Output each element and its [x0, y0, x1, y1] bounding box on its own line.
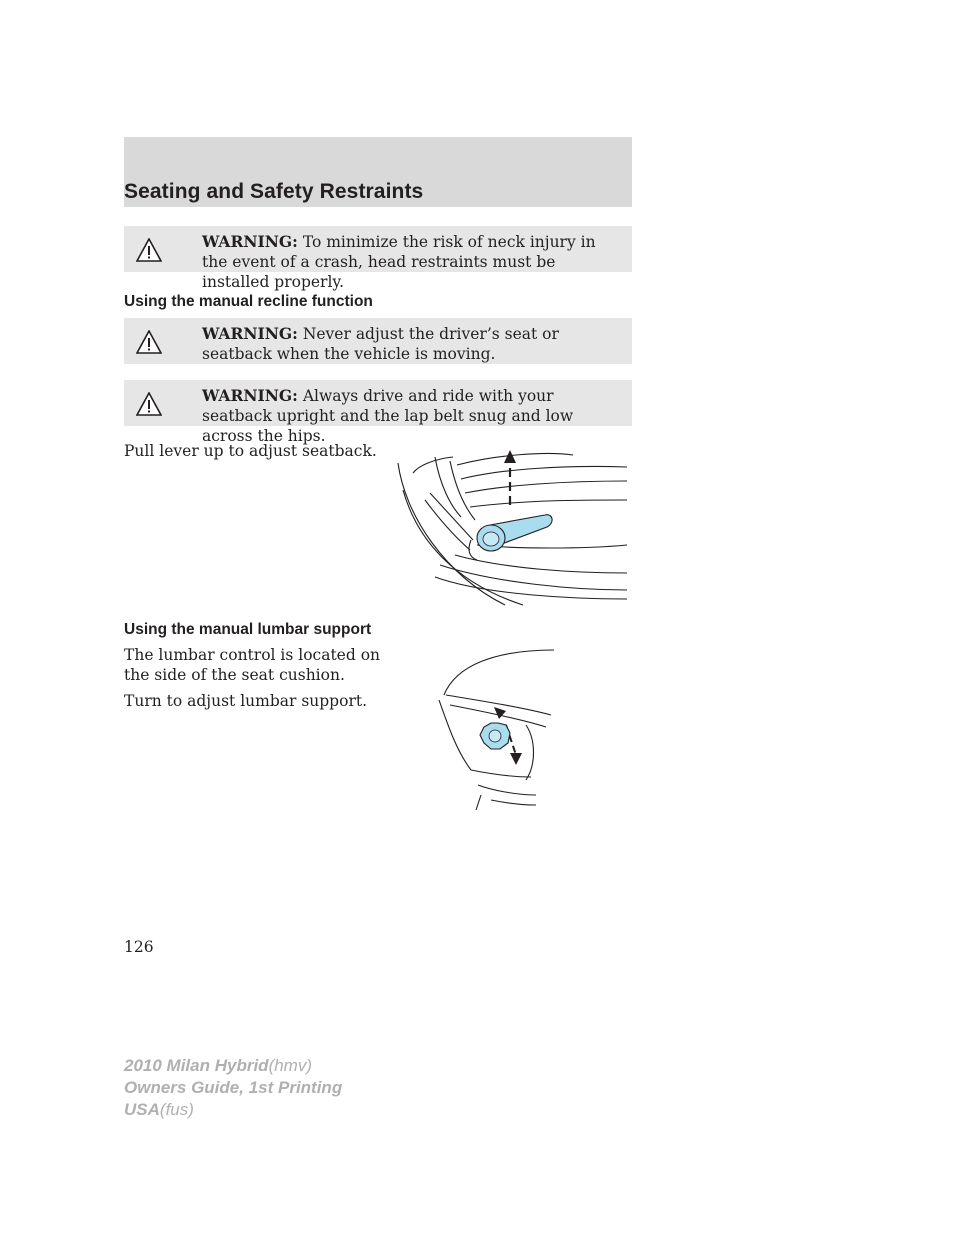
lumbar-instruction: Turn to adjust lumbar support.	[124, 692, 368, 710]
warning-box-3	[124, 380, 632, 445]
footer-market-code: (fus)	[159, 1100, 194, 1119]
warning-text: To minimize the risk of neck injury in the event of a crash, head restraints must be installed properly.	[202, 233, 596, 291]
footer	[124, 1055, 342, 1121]
recline-heading: Using the manual recline function	[124, 293, 373, 310]
warning-label: WARNING:	[202, 386, 298, 405]
warning-triangle-icon	[136, 238, 162, 262]
footer-model-code: (hmv)	[268, 1056, 313, 1075]
warning-label: WARNING:	[202, 232, 298, 251]
lumbar-knob-illustration	[436, 645, 561, 810]
footer-model: 2010 Milan Hybrid	[124, 1056, 269, 1075]
warning-triangle-icon	[136, 392, 162, 416]
section-title: Seating and Safety Restraints	[124, 180, 424, 203]
lumbar-location-text: The lumbar control is located on the side of the seat cushion.	[124, 646, 381, 684]
footer-market: USA	[124, 1100, 160, 1119]
warning-label: WARNING:	[202, 324, 298, 343]
warning-text: Always drive and ride with your seatback upright and the lap belt snug and low across the hips.	[202, 387, 574, 445]
footer-line-2: Owners Guide, 1st Printing	[124, 1078, 343, 1097]
footer-line-1	[124, 1055, 342, 1077]
recline-instruction: Pull lever up to adjust seatback.	[124, 442, 377, 460]
warning-box-1	[124, 226, 632, 291]
warning-text: Never adjust the driver’s seat or seatback when the vehicle is moving.	[202, 325, 559, 363]
warning-triangle-icon	[136, 330, 162, 354]
lumbar-heading: Using the manual lumbar support	[124, 621, 372, 638]
recline-lever-illustration	[395, 445, 631, 610]
warning-box-2	[124, 318, 632, 364]
footer-line-3	[124, 1099, 342, 1121]
page-number: 126	[124, 938, 154, 956]
